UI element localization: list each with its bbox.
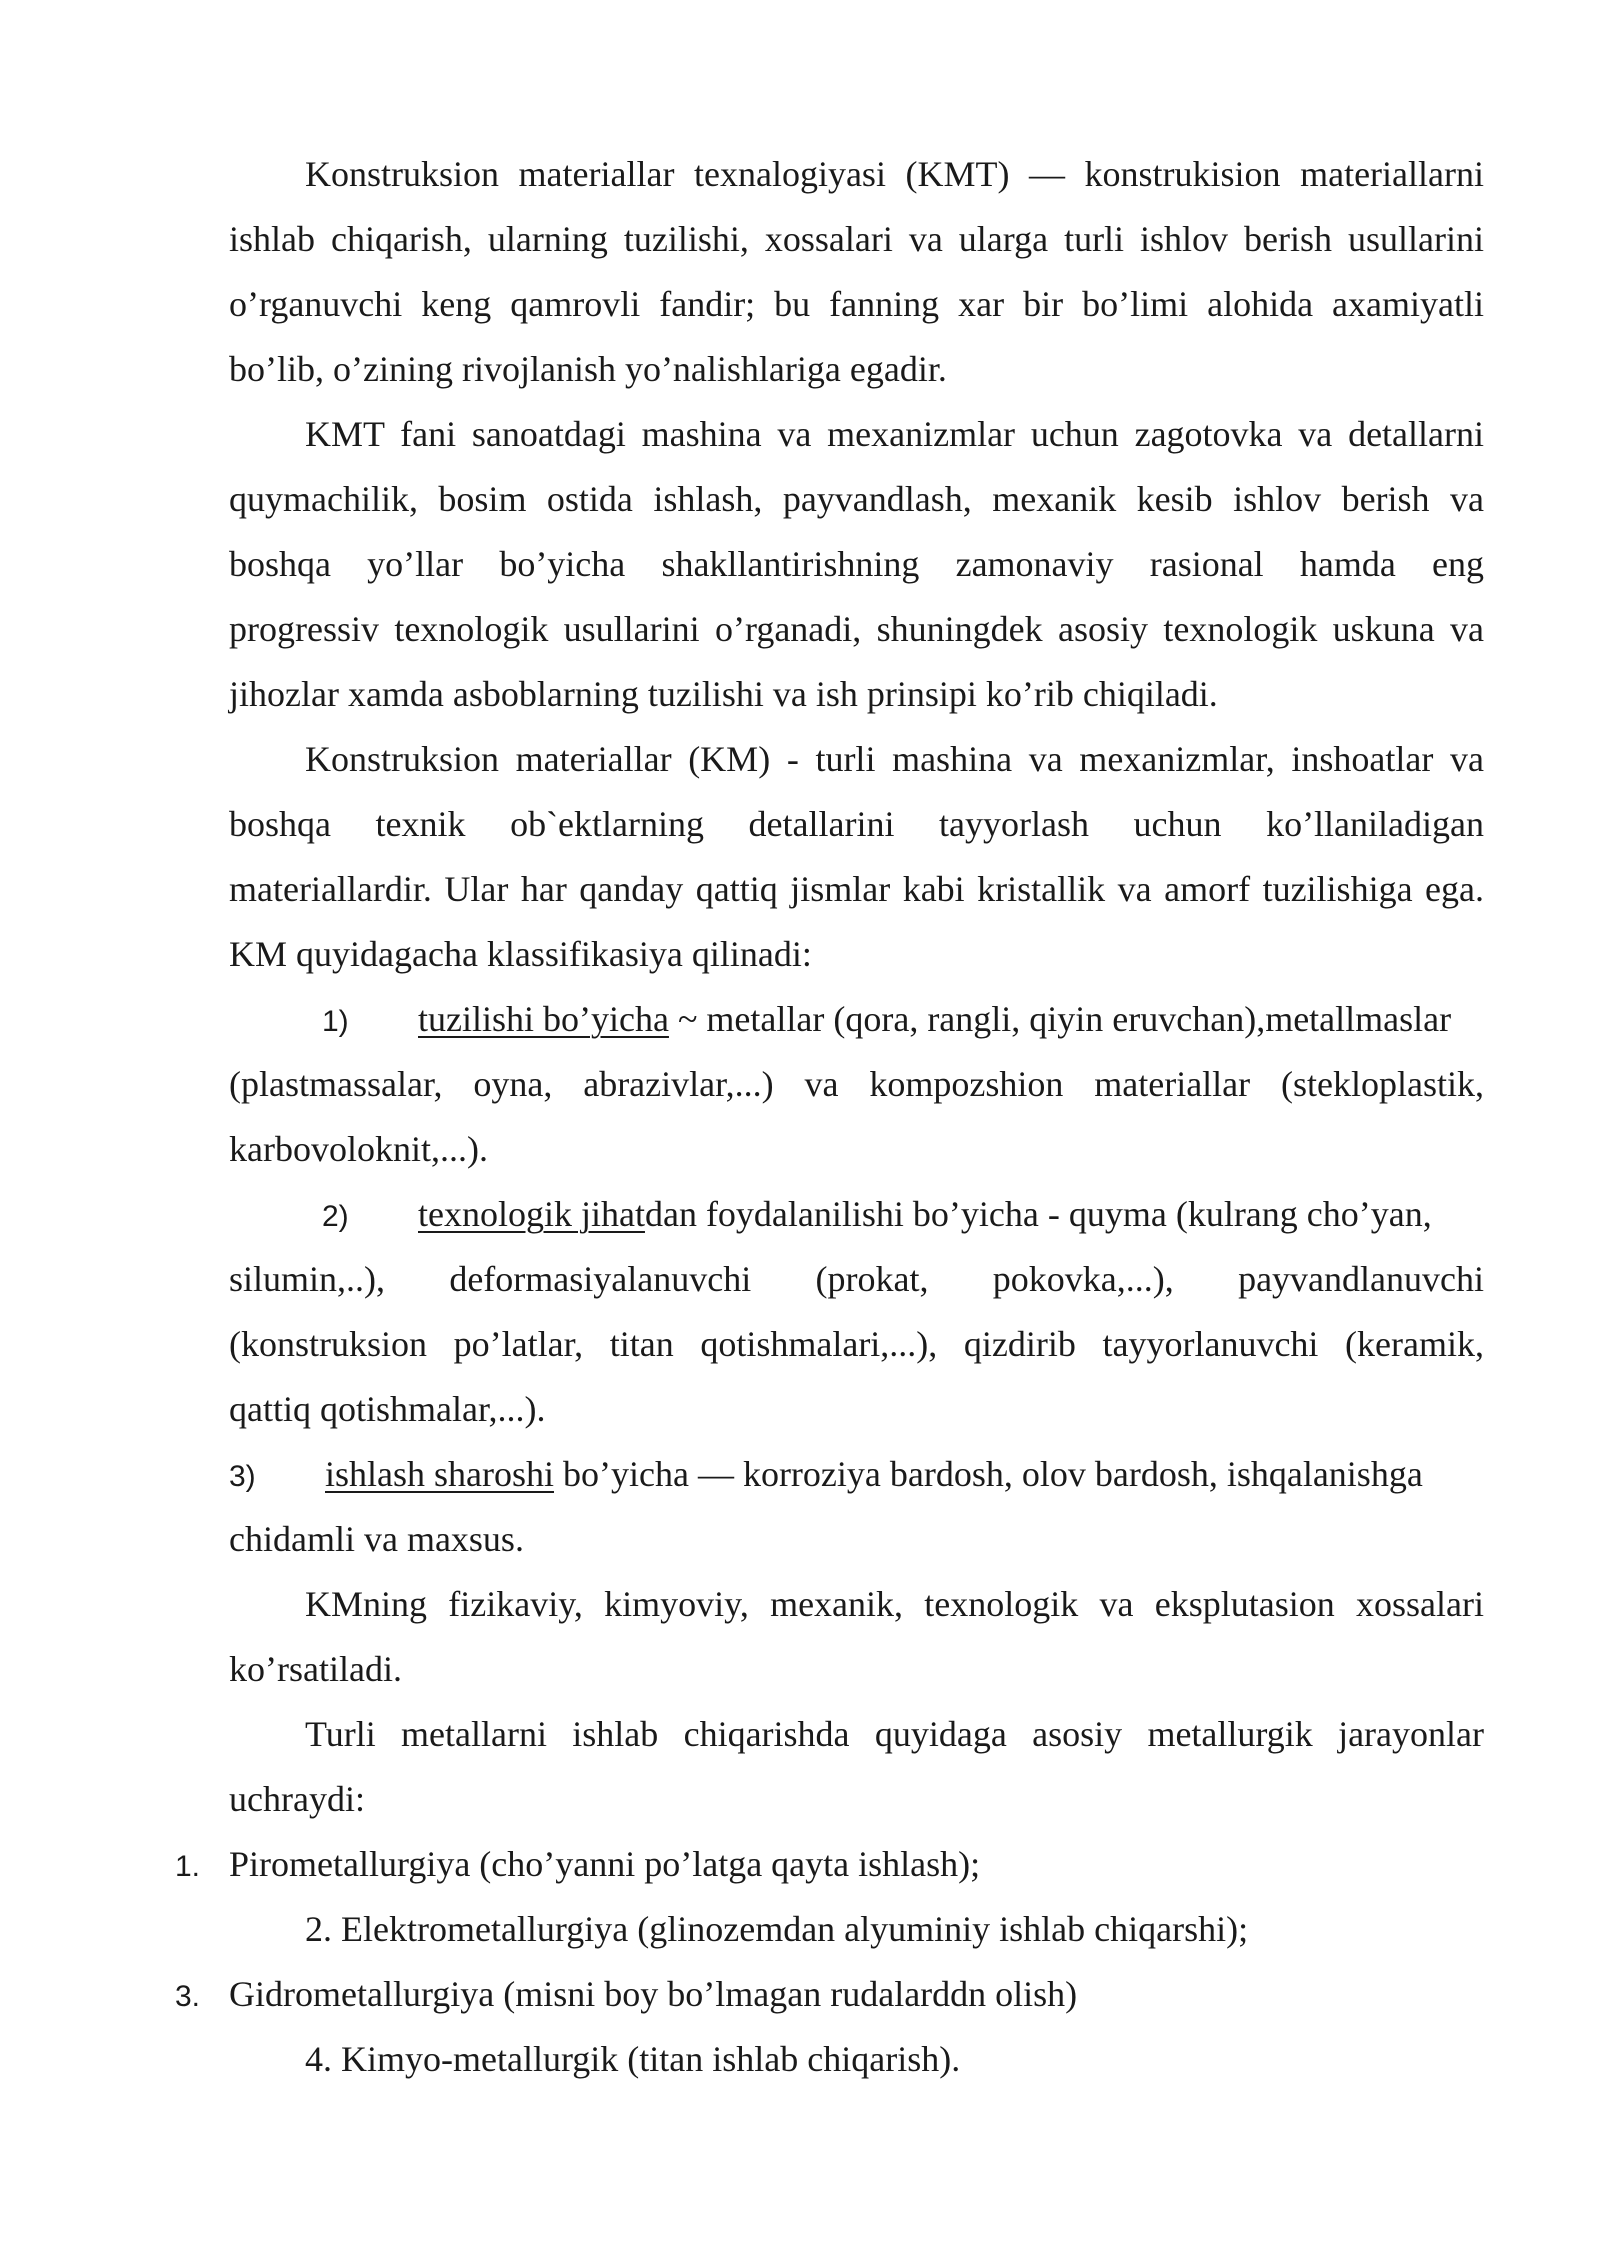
text-line: (konstruksion po’latlar, titan qotishmalari,...), qizdirib tayyorlanuvchi (keramik, (229, 1324, 1484, 1364)
text-line: KMT fani sanoatdagi mashina va mexanizmlar uchun zagotovka va detallarni (305, 414, 1484, 454)
text-line: boshqa yo’llar bo’yicha shakllantirishning zamonaviy rasional hamda eng (229, 544, 1484, 584)
list-number: 4. (305, 2039, 332, 2079)
text-line: Turli metallarni ishlab chiqarishda quyidaga asosiy metallurgik jarayonlar (305, 1714, 1484, 1754)
text-line: ishlab chiqarish, ularning tuzilishi, xossalari va ularga turli ishlov berish usullarini (229, 219, 1484, 259)
text-line: boshqa texnik ob`ektlarning detallarini tayyorlash uchun ko’llaniladigan (229, 804, 1484, 844)
text-line: Konstruksion materiallar (KM) - turli mashina va mexanizmlar, inshoatlar va (305, 739, 1484, 779)
underlined-term: tuzilishi bo’yicha (418, 999, 669, 1039)
text-line: KM quyidagacha klassifikasiya qilinadi: (229, 934, 812, 974)
list-item-text: dan foydalanilishi bo’yicha - quyma (kulrang cho’yan, (644, 1194, 1432, 1234)
list-item-text: Gidrometallurgiya (misni boy bo’lmagan rudalarddn olish) (229, 1974, 1078, 2014)
list-item-first-line (322, 1181, 1484, 1247)
list-item-text: bo’yicha — korroziya bardosh, olov bardosh, ishqalanishga (554, 1454, 1423, 1494)
text-line: (plastmassalar, oyna, abrazivlar,...) va kompozshion materiallar (stekloplastik, (229, 1064, 1484, 1104)
list-item-first-line (322, 986, 1502, 1052)
list-item (305, 1896, 1484, 1962)
underlined-term: ishlash sharoshi (325, 1454, 554, 1494)
text-line: chidamli va maxsus. (229, 1519, 524, 1559)
list-number: 2) (322, 1200, 349, 1233)
text-line: quymachilik, bosim ostida ishlash, payvandlash, mexanik kesib ishlov berish va (229, 479, 1484, 519)
list-item-text: Elektrometallurgiya (glinozemdan alyuminiy ishlab chiqarshi); (341, 1909, 1249, 1949)
list-item-text: Pirometallurgiya (cho’yanni po’latga qayta ishlash); (229, 1844, 981, 1884)
text-line: ko’rsatiladi. (229, 1649, 402, 1689)
text-line: karbovoloknit,...). (229, 1129, 488, 1169)
list-item (175, 1831, 1475, 1897)
text-line: materiallardir. Ular har qanday qattiq jismlar kabi kristallik va amorf tuzilishiga ega. (229, 869, 1484, 909)
list-number: 3. (175, 1980, 201, 2013)
text-line: o’rganuvchi keng qamrovli fandir; bu fanning xar bir bo’limi alohida axamiyatli (229, 284, 1484, 324)
text-line: jihozlar xamda asboblarning tuzilishi va ish prinsipi ko’rib chiqiladi. (229, 674, 1218, 714)
list-item (305, 2026, 1484, 2092)
list-number: 1) (322, 1005, 349, 1038)
list-item (175, 1961, 1475, 2027)
text-line: KMning fizikaviy, kimyoviy, mexanik, texnologik va eksplutasion xossalari (305, 1584, 1484, 1624)
list-item-text: Kimyo-metallurgik (titan ishlab chiqarish). (341, 2039, 961, 2079)
list-number: 2. (305, 1909, 332, 1949)
list-number: 3) (229, 1460, 256, 1493)
text-line: bo’lib, o’zining rivojlanish yo’nalishlariga egadir. (229, 349, 947, 389)
text-line: qattiq qotishmalar,...). (229, 1389, 546, 1429)
list-number: 1. (175, 1850, 201, 1883)
list-item-first-line (229, 1441, 1484, 1507)
underlined-term: texnologik jihat (418, 1194, 645, 1234)
text-line: silumin,..), deformasiyalanuvchi (prokat, pokovka,...), payvandlanuvchi (229, 1259, 1484, 1299)
text-line: Konstruksion materiallar texnalogiyasi (KMT) — konstrukision materiallarni (305, 154, 1484, 194)
list-item-text: ~ metallar (qora, rangli, qiyin eruvchan),metallmaslar (668, 999, 1452, 1039)
text-line: uchraydi: (229, 1779, 365, 1819)
text-line: progressiv texnologik usullarini o’rganadi, shuningdek asosiy texnologik uskuna va (229, 609, 1484, 649)
